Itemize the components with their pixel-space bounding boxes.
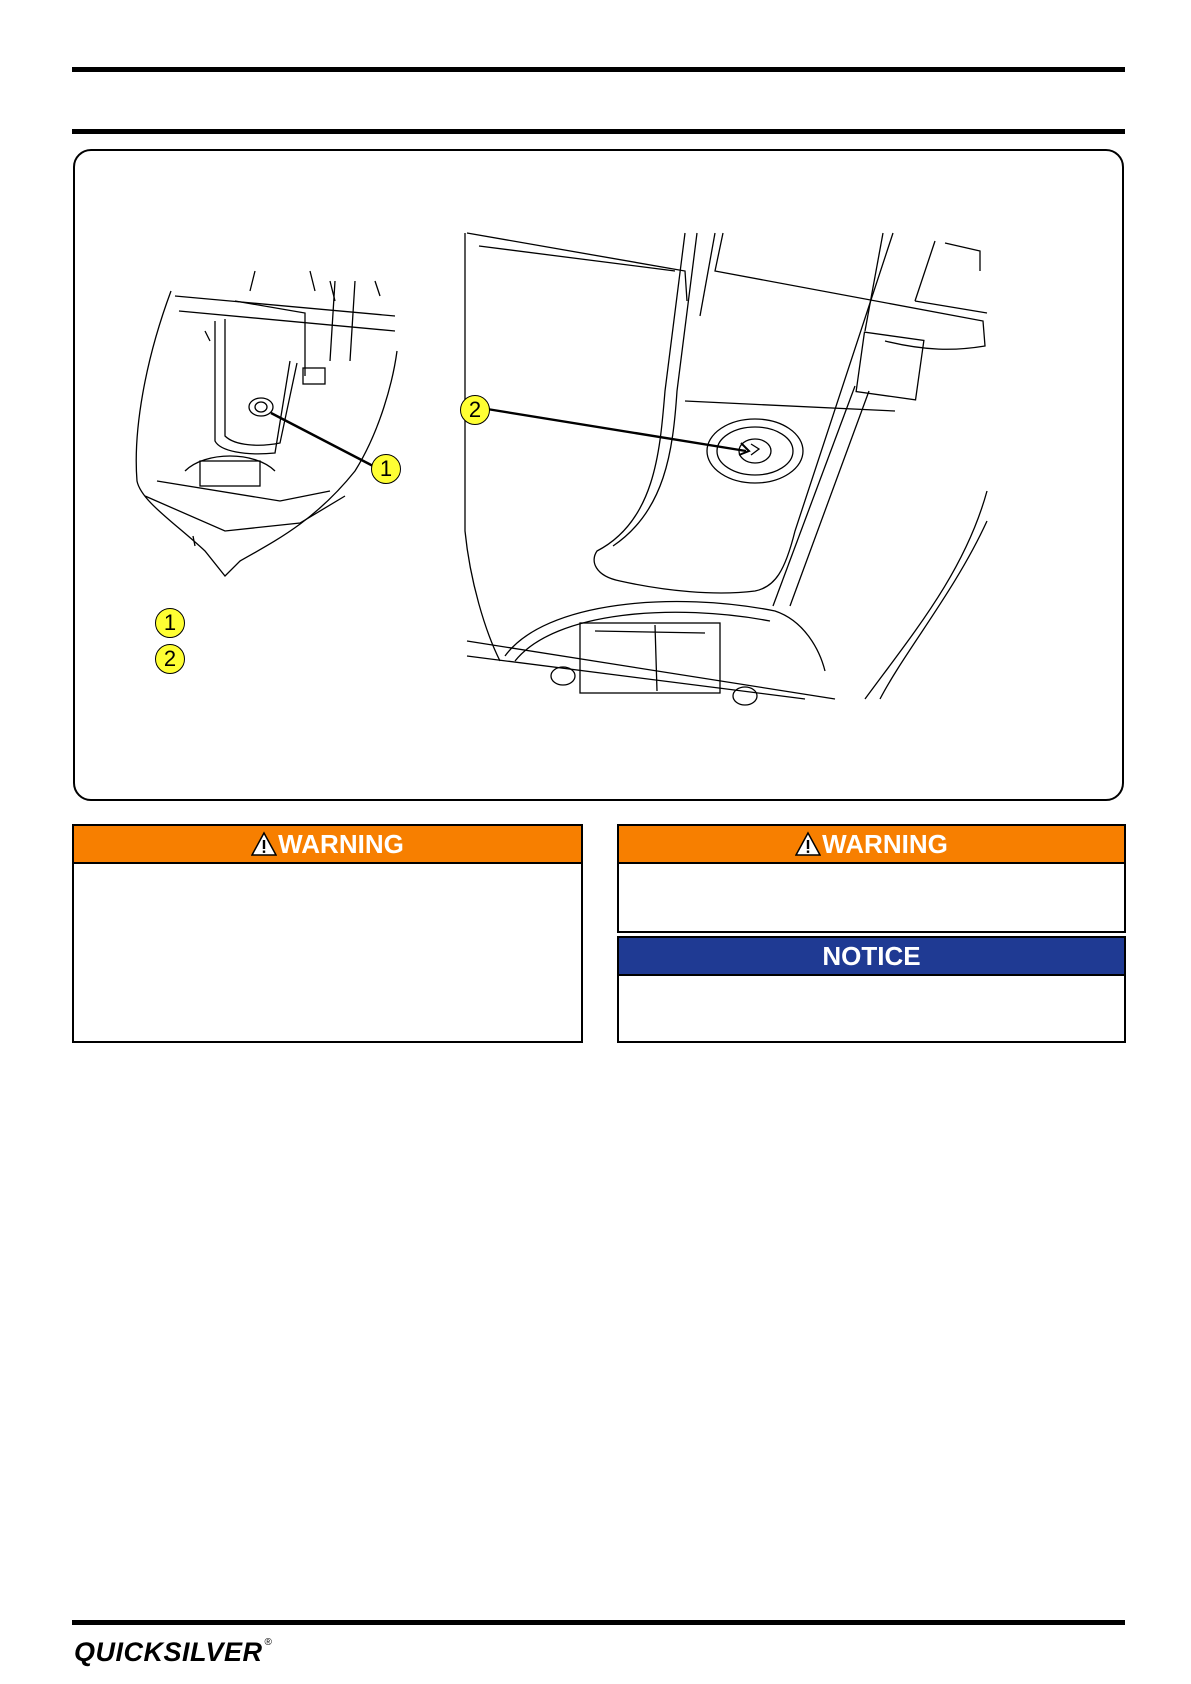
figure-panel [73, 149, 1124, 801]
notice-box [617, 936, 1126, 1043]
engine-line-drawing [75, 151, 1122, 799]
small-view-drawing [136, 271, 397, 576]
warning-box-right [617, 824, 1126, 933]
large-view-drawing [465, 233, 987, 705]
notice-title: NOTICE [822, 940, 921, 971]
header-rule-bottom [72, 129, 1125, 134]
brand-logo-text: QUICKSILVER [74, 1637, 263, 1667]
legend-badge-2: 2 [155, 644, 185, 674]
registered-mark: ® [264, 1637, 272, 1648]
warning-triangle-icon [795, 831, 821, 857]
warning-triangle-icon [251, 831, 277, 857]
warning-box-left [72, 824, 583, 1043]
footer-rule [72, 1620, 1125, 1625]
warning-title-right: WARNING [822, 828, 948, 859]
warning-header-right [619, 826, 1124, 864]
header-rule-top [72, 67, 1125, 72]
notice-header [619, 938, 1124, 976]
warning-title-left: WARNING [278, 828, 404, 859]
warning-header-left [74, 826, 581, 864]
callout-badge-2: 2 [460, 395, 490, 425]
callout-badge-1: 1 [371, 454, 401, 484]
legend-badge-1: 1 [155, 608, 185, 638]
brand-logo [74, 1637, 272, 1667]
